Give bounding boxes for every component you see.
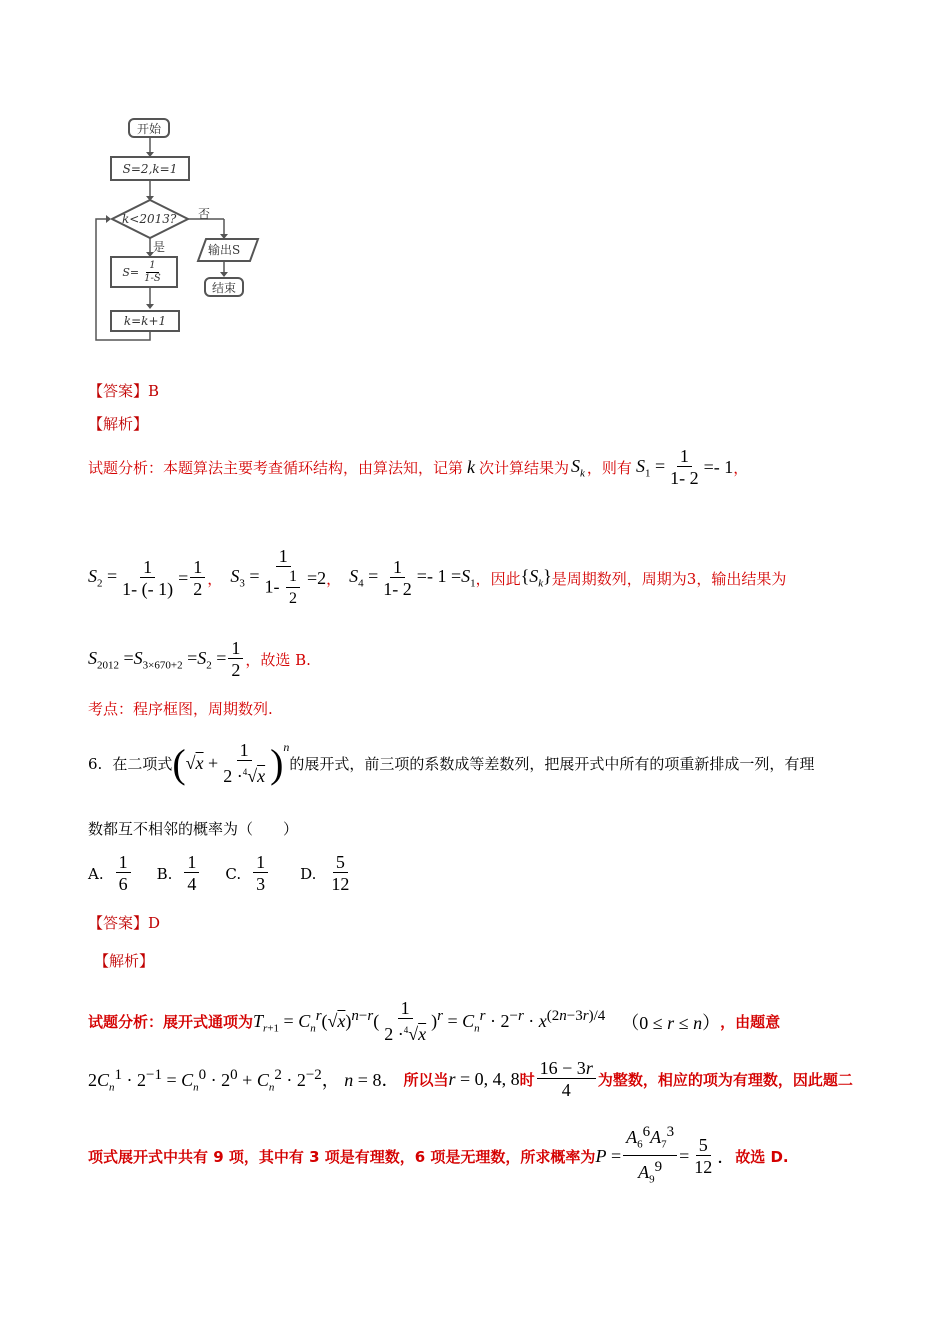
- q6-stem-b: 的展开式，前三项的系数成等差数列，把展开式中所有的项重新排成一列，有理: [289, 755, 815, 773]
- flowchart-start: 开始: [128, 118, 170, 138]
- q5-point: 考点：程序框图，周期数列.: [88, 700, 273, 718]
- flowchart-increment: k=k+1: [110, 310, 180, 332]
- option-c-label: C.: [225, 864, 242, 883]
- option-c-den: 3: [256, 874, 266, 894]
- q5-answer: [88, 380, 159, 401]
- sol1-b: ，由题意: [720, 1013, 781, 1031]
- line3-text: ，故选 B.: [245, 651, 311, 669]
- answer-tag: 【答案】: [88, 382, 149, 400]
- q6-stem-line1: 6. 在二项式 ( √x + $\frac{1}{2 \cdot^4√x}$ ) n 的展开式，前三项的系数成等差数列，把展开式中所有的项重新排成一列，有理: [88, 740, 815, 786]
- q6-options: [88, 852, 354, 895]
- answer-tag: 【答案】: [88, 914, 149, 932]
- option-b-den: 4: [187, 874, 197, 894]
- q6-answer: [88, 912, 160, 933]
- q5-analysis-line1: 试题分析：本题算法主要考查循环结构，由算法知，记第 k 次计算结果为 $S_k$ ，则有 $S_1$ = $\frac{1}{1- 2}$ =- 1 ，: [88, 446, 749, 488]
- flowchart-yes-label: 是: [153, 240, 166, 254]
- q6-solution-line2: $2C_n^1 \cdot 2^{-1} = C_n^0 \cdot 2^0 + C_n^2 \cdot 2^{-2}$， n = 8． 所以当 r = 0, 4, 8 时 $\frac{16 - 3r}{4}$ 为整数，相应的项为有理数，因此题二: [88, 1058, 853, 1100]
- assign-num: 1: [146, 260, 158, 273]
- assign-den: 1-S: [144, 272, 161, 284]
- flowchart-assign: [110, 256, 178, 288]
- flowchart-init: S=2,k=1: [110, 156, 190, 181]
- option-d-num: 5: [333, 852, 348, 873]
- q6-stem-a: 在二项式: [112, 755, 173, 773]
- line1-k: k: [467, 457, 476, 477]
- flowchart-no-label: 否: [198, 207, 211, 221]
- option-a-label: A.: [88, 864, 104, 883]
- sol3-b: 故选 D.: [735, 1147, 789, 1166]
- line1-mid: 次计算结果为: [479, 459, 570, 477]
- flowchart-output: 输出S: [208, 243, 241, 257]
- option-b-num: 1: [184, 852, 199, 873]
- q5-analysis-line2: $S_2$ = $\frac{1}{1- (- 1)}$ = $\frac{1}{2}$ ， $S_3$ = 1 1- $\frac{1}{2}$ =2 ， $S_4$ = $\frac{1}{1- 2}$ =- $1 =S_1$ ，因此 $\{S_k\}$ 是周期数列，周期为3，输出结果为: [88, 546, 787, 607]
- line2-text1: ，因此: [475, 569, 521, 588]
- sol1-a: 试题分析：展开式通项为: [88, 1013, 254, 1031]
- sol2-b: 时: [519, 1071, 535, 1089]
- option-b-label: B.: [156, 864, 173, 883]
- option-c-num: 1: [253, 852, 268, 873]
- flowchart-condition: k<2013?: [122, 212, 177, 226]
- sol2-a: 所以当: [403, 1071, 449, 1089]
- answer-value: B: [148, 382, 160, 400]
- answer-value: D: [148, 914, 161, 932]
- q6-solution-line1: 试题分析：展开式通项为 $T_{r+1} = C_n^r(√x)^{n-r}$( $\frac{1}{2 \cdot^4√x}$ )$^r = C_n^r \cdot 2^{-r} \cdot x^{(2n-3r)/4}$ （0 ≤ r ≤ n） ，由题意: [88, 998, 781, 1044]
- flowchart-end: 结束: [204, 277, 244, 297]
- sol2-c: 为整数，相应的项为有理数，因此题二: [597, 1071, 853, 1089]
- sol3-a: 项式展开式中共有 9 项，其中有 3 项是有理数，6 项是无理数，所求概率为: [88, 1147, 596, 1166]
- line1-then: ，则有: [586, 459, 632, 477]
- q6-number: 6.: [88, 754, 103, 773]
- q6-analysis-tag: 【解析】: [94, 952, 155, 970]
- q6-solution-line3: 项式展开式中共有 9 项，其中有 3 项是有理数，6 项是无理数，所求概率为 P = $\frac{A_6^6A_7^3}{A_9^9}$ = $\frac{5}{12}$ ． 故选 D.: [88, 1124, 789, 1186]
- line1-text: 试题分析：本题算法主要考查循环结构，由算法知，记第: [88, 459, 464, 477]
- q6-stem-line2: 数都互不相邻的概率为（ ）: [88, 820, 299, 838]
- q5-analysis-line3: $S_{2012} =S_{3\times 670+2} =S_2$ = $\frac{1}{2}$ ，故选 B.: [88, 638, 311, 680]
- line2-text2: 是周期数列，周期为3，输出结果为: [551, 569, 787, 588]
- option-d-den: 12: [331, 874, 350, 894]
- option-d-label: D.: [300, 864, 317, 883]
- assign-lhs: S=: [122, 265, 140, 279]
- option-a-den: 6: [118, 874, 128, 894]
- option-a-num: 1: [116, 852, 131, 873]
- q5-analysis-tag: 【解析】: [88, 415, 149, 433]
